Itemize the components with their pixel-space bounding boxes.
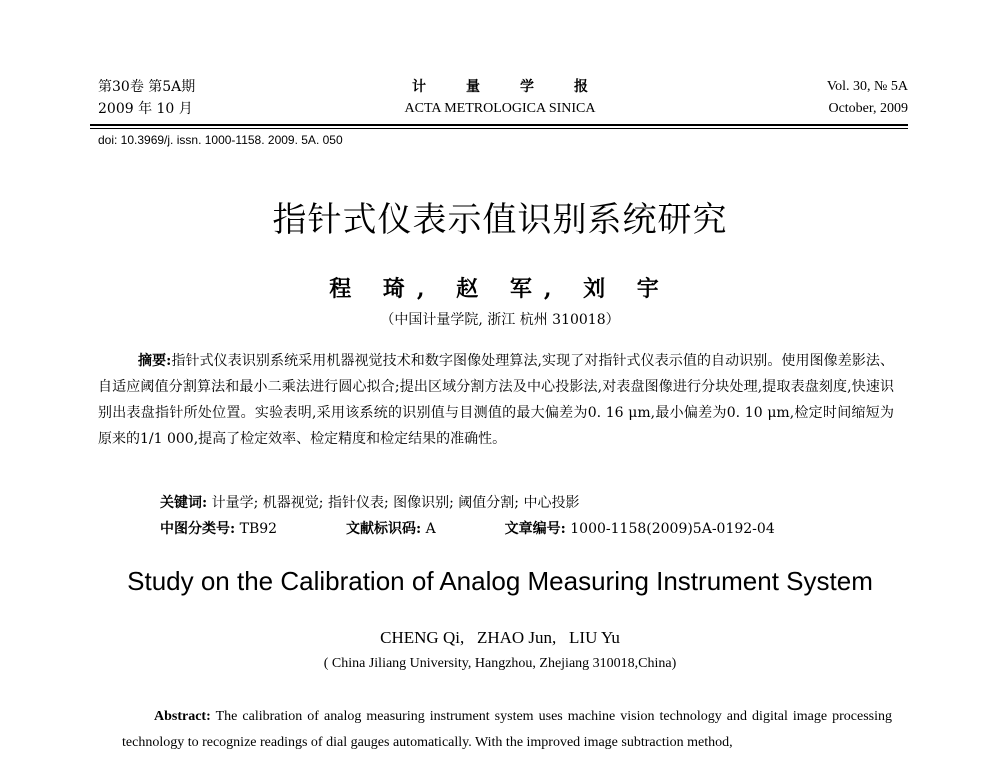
- volume-issue: 第30卷 第5A期: [98, 79, 196, 95]
- journal-name-cn: 计量学报: [412, 79, 628, 95]
- header-rule-thick: [90, 124, 908, 126]
- affiliation-en: ( China Jiliang University, Hangzhou, Zhejiang 310018,China): [323, 656, 677, 671]
- doi: doi: 10.3969/j. issn. 1000-1158. 2009. 5A. 050: [98, 133, 343, 147]
- abstract-en: [122, 704, 892, 756]
- paper-title-en: Study on the Calibration of Analog Measuring Instrument System: [127, 566, 873, 596]
- abstract-en-label: Abstract:: [154, 709, 211, 724]
- keywords-text: 计量学; 机器视觉; 指针仪表; 图像识别; 阈值分割; 中心投影: [211, 495, 580, 511]
- article-number-value: 1000-1158(2009)5A-0192-04: [570, 521, 775, 537]
- doc-code-label: 文献标识码:: [345, 521, 422, 537]
- keywords-label: 关键词:: [160, 495, 208, 511]
- clc-label: 中图分类号:: [160, 521, 236, 537]
- abstract-cn: [98, 348, 894, 452]
- abstract-cn-label: 摘要:: [138, 353, 172, 369]
- journal-name-en: ACTA METROLOGICA SINICA: [404, 101, 596, 116]
- clc-value: TB92: [239, 521, 278, 537]
- volume-info-en: [827, 76, 908, 120]
- authors-en: CHENG Qi, ZHAO Jun, LIU Yu: [380, 628, 620, 647]
- doc-code-value: A: [425, 521, 436, 537]
- affiliation-cn: （中国计量学院, 浙江 杭州 310018）: [380, 312, 620, 328]
- header-rule-thin: [90, 128, 908, 129]
- article-number-label: 文章编号:: [504, 521, 566, 537]
- abstract-cn-text: 指针式仪表识别系统采用机器视觉技术和数字图像处理算法,实现了对指针式仪表示值的自动识别。使用图像差影法、自适应阈值分割算法和最小二乘法进行圆心拟合;提出区域分割方法及中心投影法,对表盘图像进行分块处理,提取表盘刻度,快速识别出表盘指针所处位置。实验表明,采用该系统的识别值与目测值的最大偏差为0. 16 μm,最小偏差为0. 10 μm,检定时间缩短为原来的1/1 000,提高了检定效率、检定精度和检定结果的准确性。: [98, 353, 895, 447]
- keywords-cn: [160, 490, 579, 516]
- abstract-en-text: The calibration of analog measuring instrument system uses machine vision technology and digital image processing technology to recognize readings of dial gauges automatically. With the improved image subtraction method,: [122, 709, 893, 750]
- volume-number: Vol. 30, № 5A: [826, 79, 908, 94]
- issue-date: 2009 年 10 月: [98, 101, 193, 117]
- paper-title-cn: 指针式仪表示值识别系统研究: [272, 200, 728, 240]
- classification-line: [160, 516, 775, 542]
- authors-cn: 程 琦, 赵 军, 刘 宇: [329, 276, 671, 302]
- publication-date: October, 2009: [828, 101, 908, 116]
